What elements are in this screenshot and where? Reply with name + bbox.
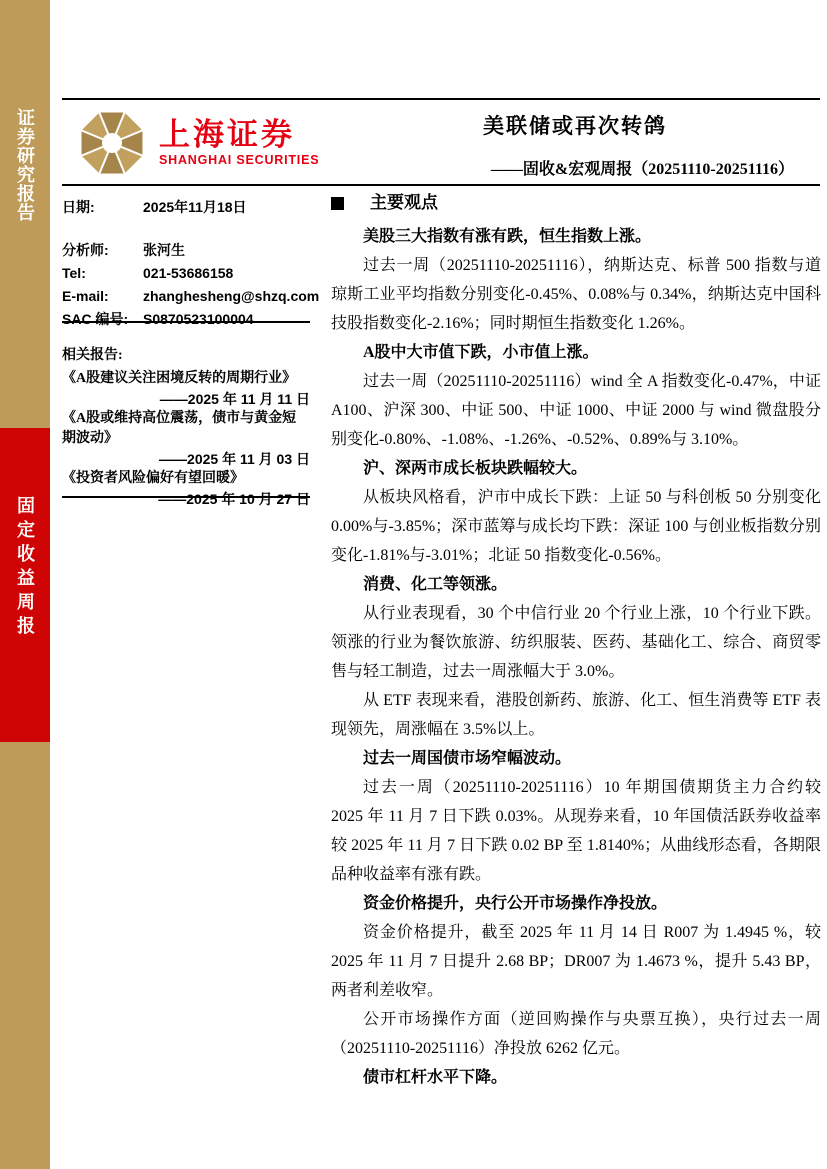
meta-label: 日期: (62, 199, 95, 215)
related-report-title[interactable]: 《A股建议关注困境反转的周期行业》 (62, 371, 297, 386)
meta-label: 分析师: (62, 242, 109, 258)
meta-value: 张河生 (143, 242, 185, 258)
section-heading (331, 190, 821, 216)
meta-value: S0870523100004 (143, 311, 254, 327)
meta-label: Tel: (62, 265, 86, 281)
banner-label-research: 证券研究报告 (15, 108, 35, 222)
section-title: 主要观点 (370, 193, 438, 212)
paragraph: 从行业表现看，30 个中信行业 20 个行业上涨，10 个行业下跌。领涨的行业为餐饮旅游、纺织服装、医药、基础化工、综合、商贸零售与轻工制造，过去一周涨幅大于 3.0%。 (331, 605, 821, 680)
meta-row-analyst (62, 239, 310, 262)
meta-label: E-mail: (62, 288, 109, 304)
meta-row-sac (62, 308, 310, 331)
octagon-aperture-logo-icon (75, 106, 149, 180)
header-bottom-rule (62, 184, 820, 186)
meta-value: zhanghesheng@shzq.com (143, 288, 320, 304)
report-meta (62, 196, 320, 331)
related-reports (62, 346, 310, 509)
subhead: A股中大市值下跌，小市值上涨。 (363, 344, 599, 361)
meta-value: 2025年11月18日 (143, 199, 247, 215)
subhead: 过去一周国债市场窄幅波动。 (363, 750, 572, 767)
related-report-title[interactable]: 《A股或维持高位震荡，债市与黄金短期波动》 (62, 411, 297, 446)
related-reports-heading: 相关报告: (62, 348, 123, 363)
paragraph: 资金价格提升，截至 2025 年 11 月 14 日 R007 为 1.4945 %，较 2025 年 11 月 7 日提升 2.68 BP；DR007 为 1.4673 %，提升 5.43 BP，两者利差收窄。 (331, 924, 821, 999)
related-report-date: ——2025 年 10 月 27 日 (158, 491, 310, 507)
paragraph: 过去一周（20251110-20251116），纳斯达克、标普 500 指数与道琼斯工业平均指数分别变化-0.45%、0.08%与 0.34%，纳斯达克中国科技股指数变化-2.16%；同时期恒生指数变化 1.26%。 (331, 257, 821, 332)
logo-english-name: SHANGHAI SECURITIES (159, 153, 320, 167)
banner-segment-gold-bottom (0, 742, 50, 1169)
subhead: 沪、深两市成长板块跌幅较大。 (363, 460, 588, 477)
side-banner (0, 0, 50, 1169)
paragraph: 过去一周（20251110-20251116）10 年期国债期货主力合约较 2025 年 11 月 7 日下跌 0.03%。从现券来看，10 年国债活跃券收益率较 2025 年 11 月 7 日下跌 0.02 BP 至 1.8140%；从曲线形态看，各期限品种收益率有涨有跌。 (331, 779, 821, 883)
logo-chinese-name: 上海证券 (159, 117, 295, 152)
meta-label: SAC 编号: (62, 311, 129, 327)
meta-row-email (62, 285, 320, 308)
subhead: 债市杠杆水平下降。 (363, 1069, 508, 1086)
square-bullet-icon (331, 197, 344, 210)
company-logo (75, 104, 320, 182)
paragraph: 从板块风格看，沪市中成长下跌：上证 50 与科创板 50 分别变化 0.00%与-3.85%；深市蓝筹与成长均下跌：深证 100 与创业板指数分别变化-1.81%与-3.01%；北证 50 指数变化-0.56%。 (331, 489, 821, 564)
subhead: 消费、化工等领涨。 (363, 576, 508, 593)
paragraph: 从 ETF 表现来看，港股创新药、旅游、化工、恒生消费等 ETF 表现领先，周涨幅在 3.5%以上。 (331, 692, 821, 738)
header-top-rule (62, 98, 820, 100)
paragraph: 过去一周（20251110-20251116）wind 全 A 指数变化-0.47%，中证 A100、沪深 300、中证 500、中证 1000、中证 2000 与 wind 微盘股分别变化-0.80%、-1.08%、-1.26%、-0.52%、0.89%与 3.10%。 (331, 373, 821, 448)
related-report-title[interactable]: 《投资者风险偏好有望回暖》 (62, 471, 244, 486)
main-content (331, 190, 821, 1092)
subhead: 美股三大指数有涨有跌，恒生指数上涨。 (363, 228, 652, 245)
related-report-date: ——2025 年 11 月 11 日 (159, 391, 310, 407)
title-block (330, 104, 820, 179)
banner-label-fixed-income: 固定收益周报 (15, 496, 35, 640)
meta-value: 021-53686158 (143, 265, 234, 281)
report-subtitle: ——固收&宏观周报（20251110-20251116） (490, 161, 794, 178)
logo-wordmark (159, 118, 319, 168)
subhead: 资金价格提升，央行公开市场操作净投放。 (363, 895, 668, 912)
related-report-date: ——2025 年 11 月 03 日 (159, 451, 310, 467)
paragraph: 公开市场操作方面（逆回购操作与央票互换），央行过去一周（20251110-20251116）净投放 6262 亿元。 (331, 1011, 821, 1057)
meta-row-date (62, 196, 310, 219)
meta-row-tel (62, 262, 310, 285)
report-title: 美联储或再次转鸽 (483, 114, 667, 138)
